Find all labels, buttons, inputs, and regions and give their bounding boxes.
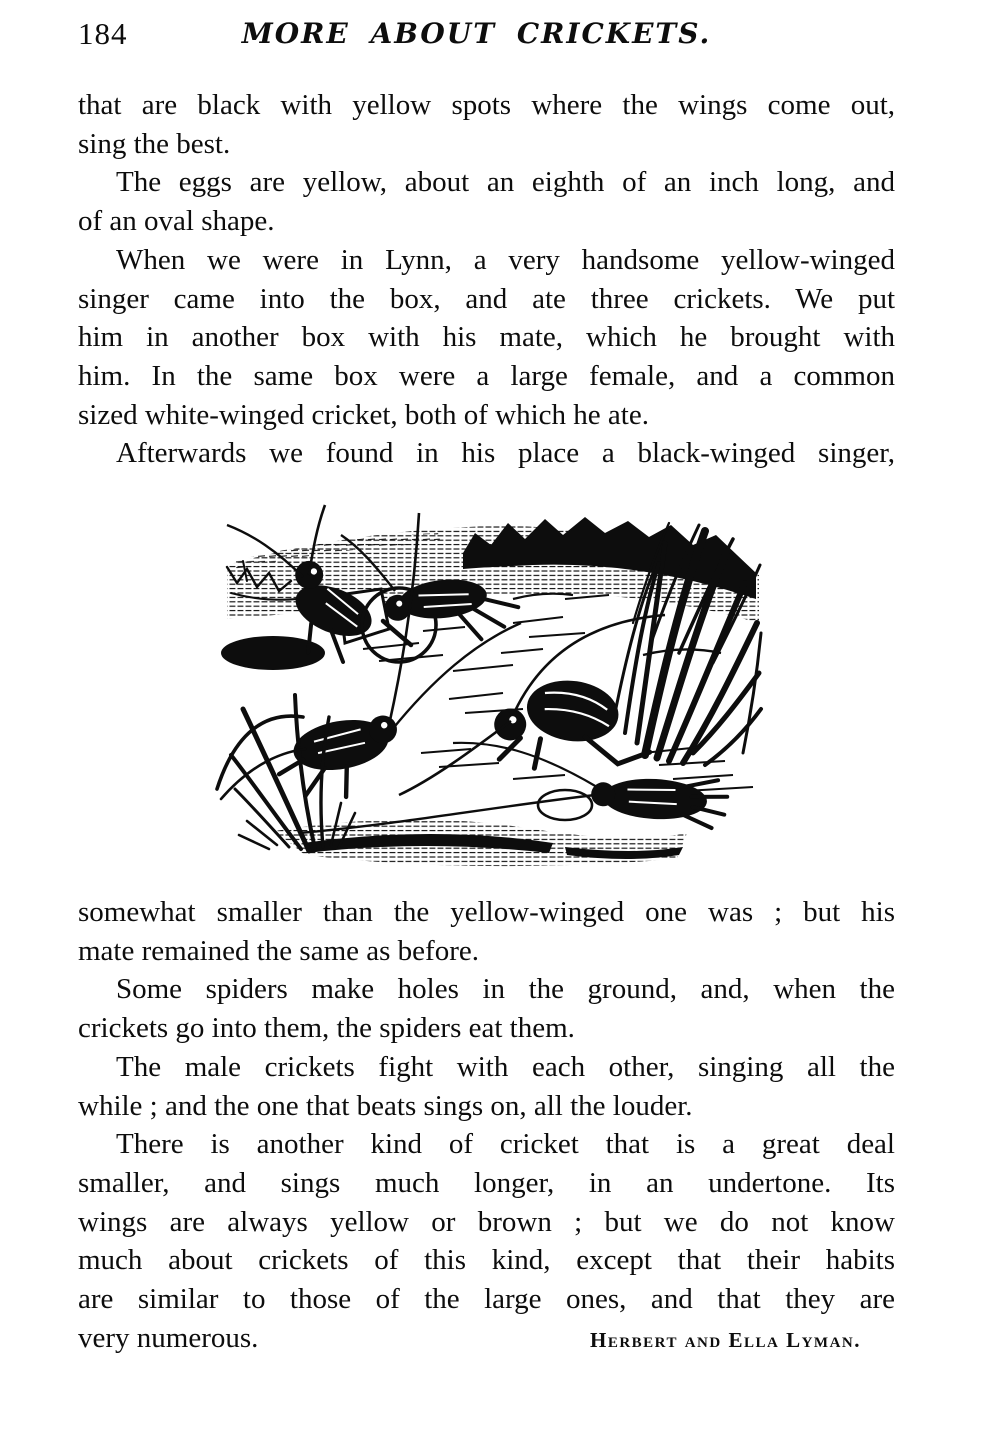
text-line: Some spiders make holes in the ground, and, when the [116, 973, 895, 1006]
text-line: smaller, and sings much longer, in an undertone. Its [78, 1166, 895, 1199]
text-line: The eggs are yellow, about an eighth of an inch long, and [116, 166, 895, 199]
text-line: him. In the same box were a large female, and a common [78, 359, 895, 392]
text-line: of an oval shape. [78, 205, 275, 238]
paragraph [78, 241, 895, 435]
paragraph [78, 970, 895, 1047]
text-line [78, 1319, 895, 1360]
paragraph [78, 1125, 895, 1359]
text-line: wings are always yellow or brown ; but we do not know [78, 1205, 895, 1238]
text-line: while ; and the one that beats sings on, all the louder. [78, 1089, 693, 1122]
text-line: that are black with yellow spots where the wings come out, [78, 89, 895, 121]
body-text-below-illustration [78, 893, 895, 1359]
text-line: singer came into the box, and ate three crickets. We put [78, 282, 895, 315]
page-header [78, 16, 895, 56]
text-line: The male crickets fight with each other, singing all the [116, 1050, 895, 1083]
paragraph [78, 1048, 895, 1125]
text-line: When we were in Lynn, a very handsome yellow-winged [116, 243, 895, 276]
paragraph [78, 163, 895, 240]
bottom-shadow [275, 819, 687, 866]
text-line: sized white-winged cricket, both of which he ate. [78, 398, 649, 431]
body-text-above-illustration [78, 86, 895, 473]
paragraph [78, 893, 895, 970]
text-line: are similar to those of the large ones, and that they are [78, 1283, 895, 1316]
page-number: 184 [78, 16, 128, 51]
text-line: him in another box with his mate, which he brought with [78, 321, 895, 354]
text-line: Afterwards we found in his place a black-winged singer, [116, 437, 895, 470]
text-line: sing the best. [78, 127, 231, 160]
cricket-centre [399, 615, 665, 795]
text-line: somewhat smaller than the yellow-winged one was ; but his [78, 896, 895, 928]
text-line: much about crickets of this kind, except that their habits [78, 1244, 895, 1277]
author-signature: Herbert and Ella Lyman. [589, 1327, 861, 1352]
grass-lower-left [217, 695, 355, 851]
text-fragment: very numerous. [78, 1321, 259, 1354]
running-header-title: MORE ABOUT CRICKETS. [241, 17, 712, 50]
paragraph [78, 86, 895, 163]
text-line: There is another kind of cricket that is a great deal [116, 1128, 895, 1161]
paragraph [78, 434, 895, 473]
cricket-illustration [213, 503, 769, 877]
text-line: crickets go into them, the spiders eat them. [78, 1012, 575, 1045]
text-line: mate remained the same as before. [78, 934, 479, 967]
